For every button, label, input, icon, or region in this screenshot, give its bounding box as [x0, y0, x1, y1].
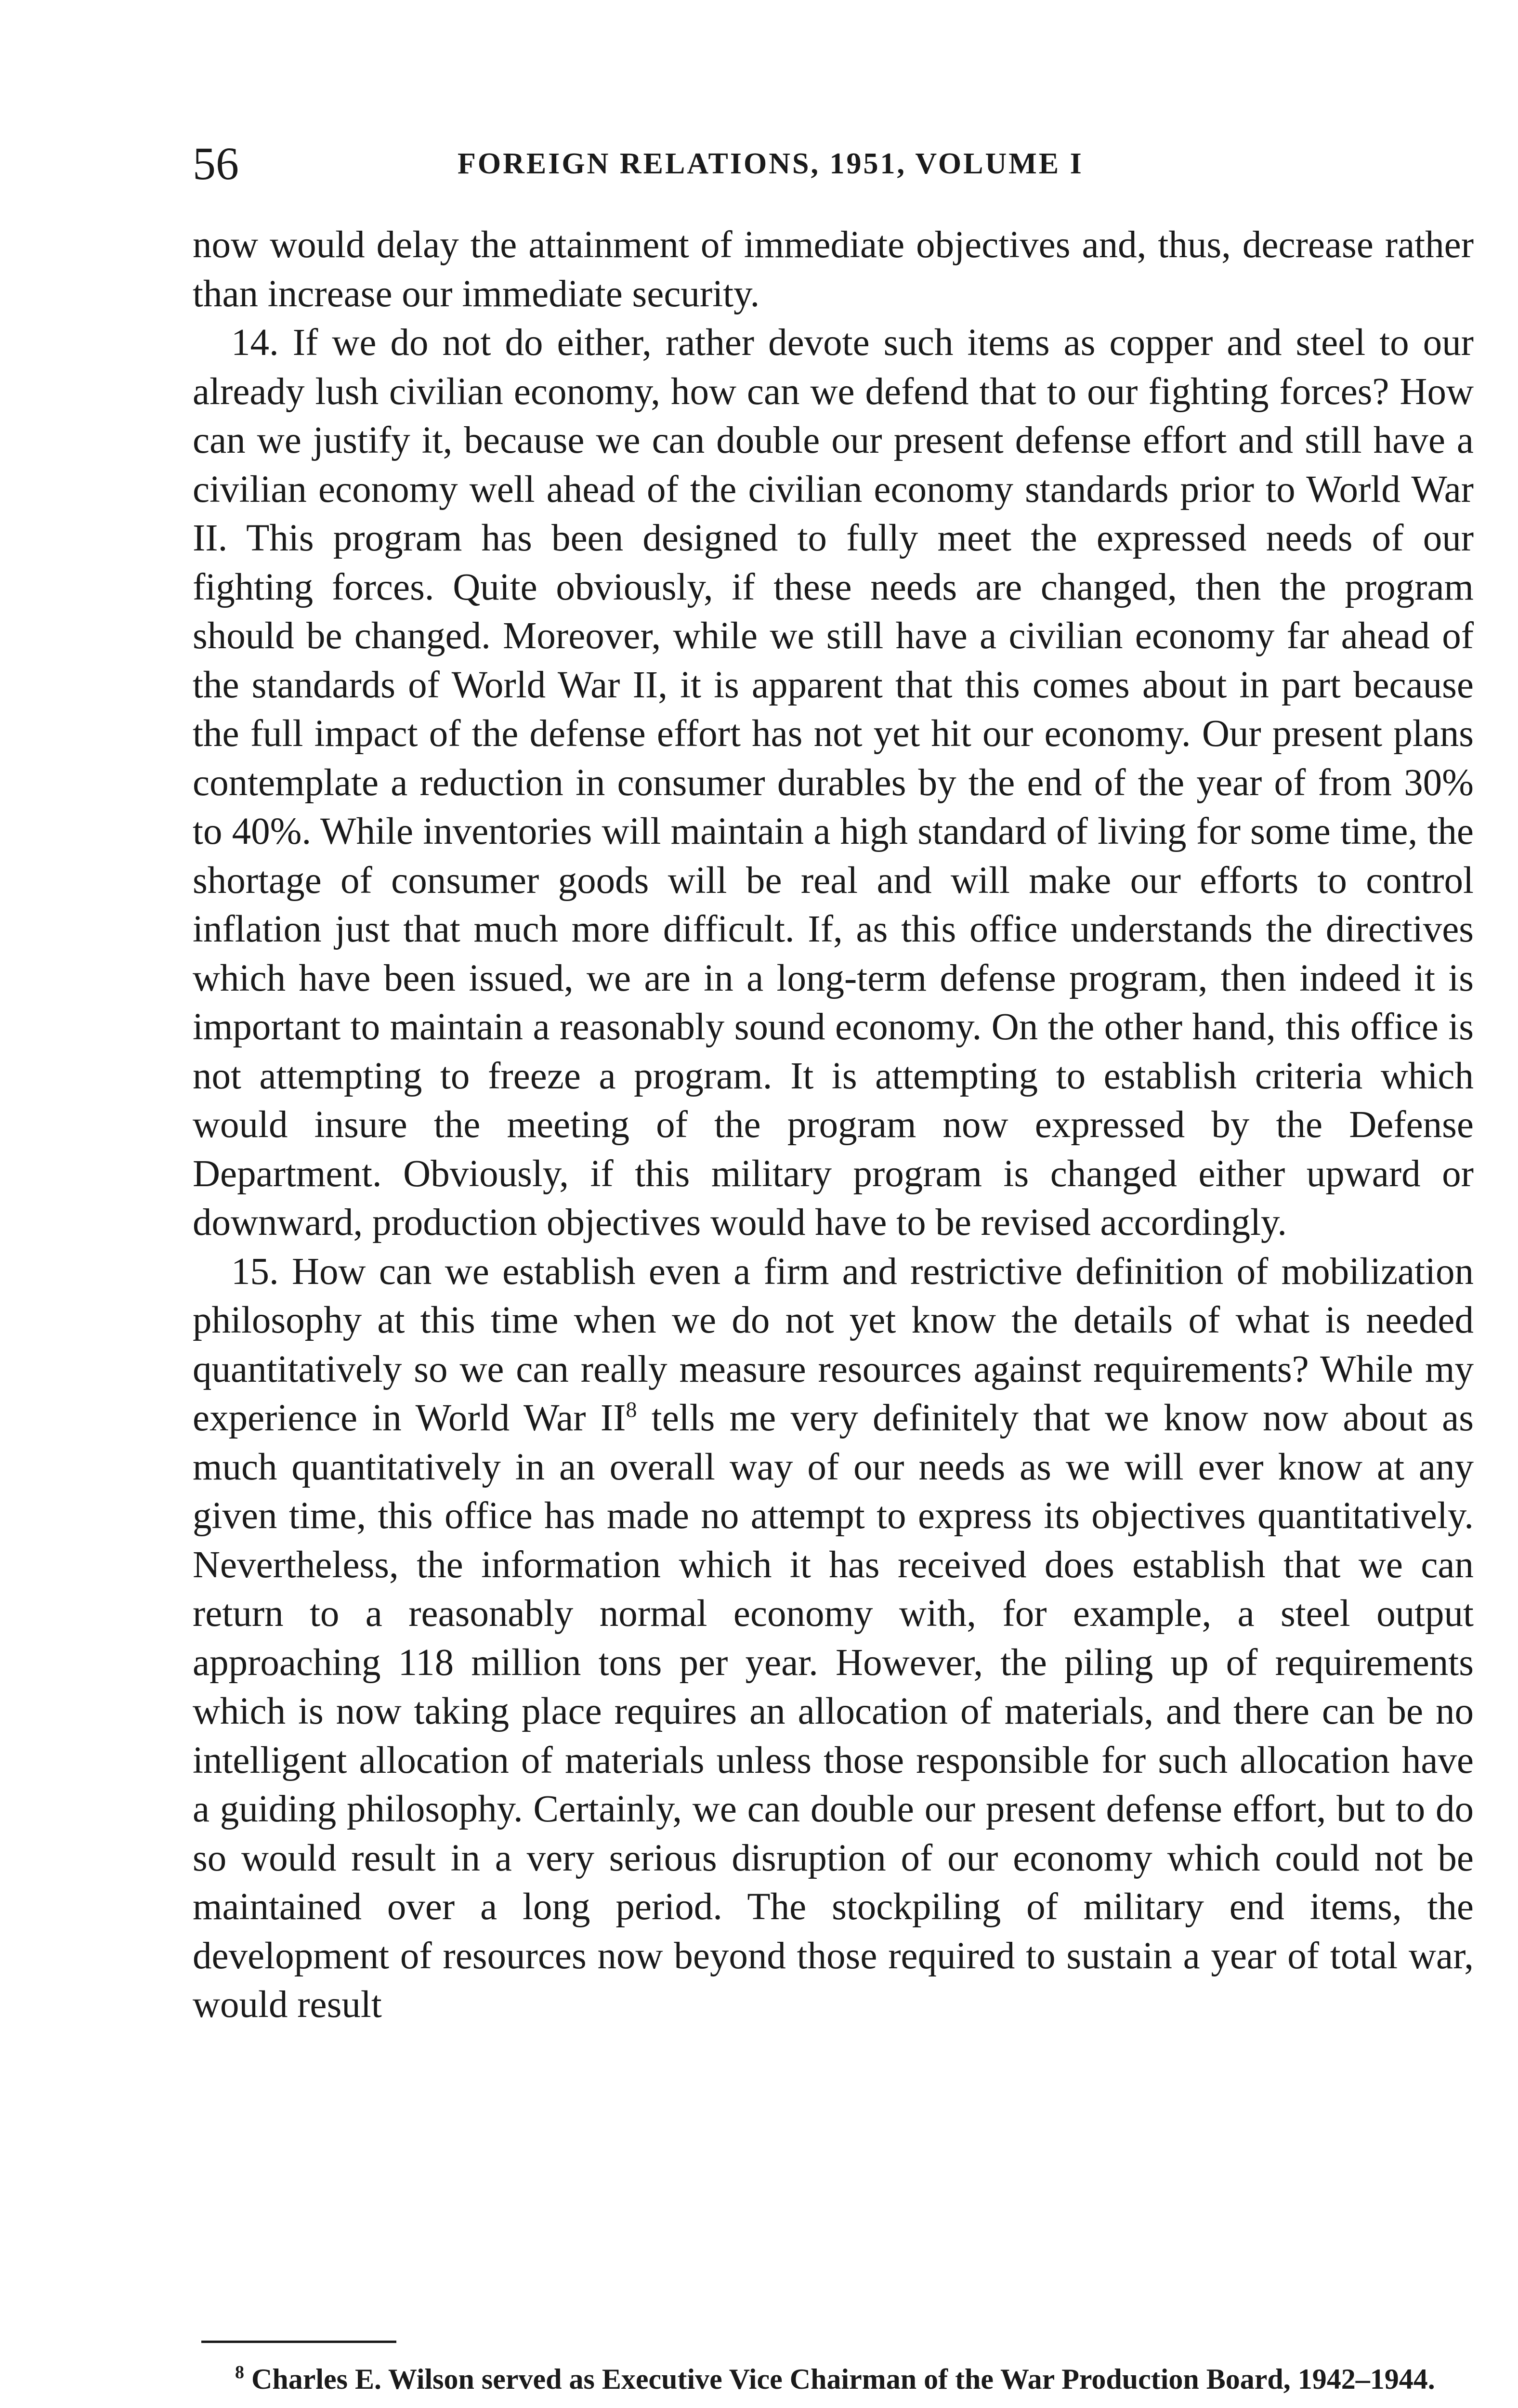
paragraph-15 — [193, 1247, 1474, 2029]
footnote-8 — [196, 2360, 1473, 2398]
page-number: 56 — [193, 138, 239, 189]
continuation-paragraph: now would delay the attainment of immediate objectives and, thus, decrease rather than increase our immediate security. — [193, 224, 1474, 315]
footnote-divider — [201, 2341, 396, 2343]
running-head — [193, 130, 1474, 197]
body-text — [193, 221, 1474, 2029]
footnote-text: Charles E. Wilson served as Executive Vice Chairman of the War Production Board, 1942–1944. — [251, 2363, 1435, 2395]
paragraph-14: 14. If we do not do either, rather devote such items as copper and steel to our already lush civilian economy, how can we defend that to our fighting forces? How can we justify it, because we can double our present defense effort and still have a civilian economy well ahead of the civilian economy standards prior to World War II. This program has been designed to fully meet the expressed needs of our fighting forces. Quite obviously, if these needs are changed, then the program should be changed. Moreover, while we still have a civilian economy far ahead of the standards of World War II, it is apparent that this comes about in part because the full impact of the defense effort has not yet hit our economy. Our present plans contemplate a reduction in consumer durables by the end of the year of from 30% to 40%. While inventories will maintain a high standard of living for some time, the shortage of consumer goods will be real and will make our efforts to control inflation just that much more difficult. If, as this office understands the directives which have been issued, we are in a long-term defense program, then indeed it is important to maintain a reasonably sound economy. On the other hand, this office is not attempting to freeze a program. It is attempting to establish criteria which would insure the meeting of the program now expressed by the Defense Department. Obviously, if this military program is changed either upward or downward, production objectives would have to be revised accordingly. — [193, 322, 1474, 1243]
running-title: FOREIGN RELATIONS, 1951, VOLUME I — [458, 147, 1084, 180]
paragraph-15-part-2: tells me very definitely that we know now about as much quantitatively in an overall way of our needs as we will ever know at any given time, this office has made no attempt to express its objectives quantitatively. Nevertheless, the information which it has received does establish that we can return to a reasonably normal economy with, for example, a steel output approaching 118 million tons per year. However, the piling up of requirements which is now taking place requires an allocation of materials, and there can be no intelligent allocation of materials unless those responsible for such allocation have a guiding philosophy. Certainly, we can double our present defense effort, but to do so would result in a very serious disruption of our economy which could not be maintained over a long period. The stockpiling of military end items, the development of resources now beyond those required to sustain a year of total war, would result — [193, 1397, 1474, 2026]
footnote-marker: 8 — [235, 2362, 244, 2382]
paragraph-15-part-1: 15. How can we establish even a firm and restrictive definition of mobilization philosophy at this time when we do not yet know the details of what is needed quantitatively so we can really measure resources against requirements? While my experience in World War II — [193, 1250, 1474, 1439]
footnote-reference-8[interactable]: 8 — [626, 1397, 637, 1422]
